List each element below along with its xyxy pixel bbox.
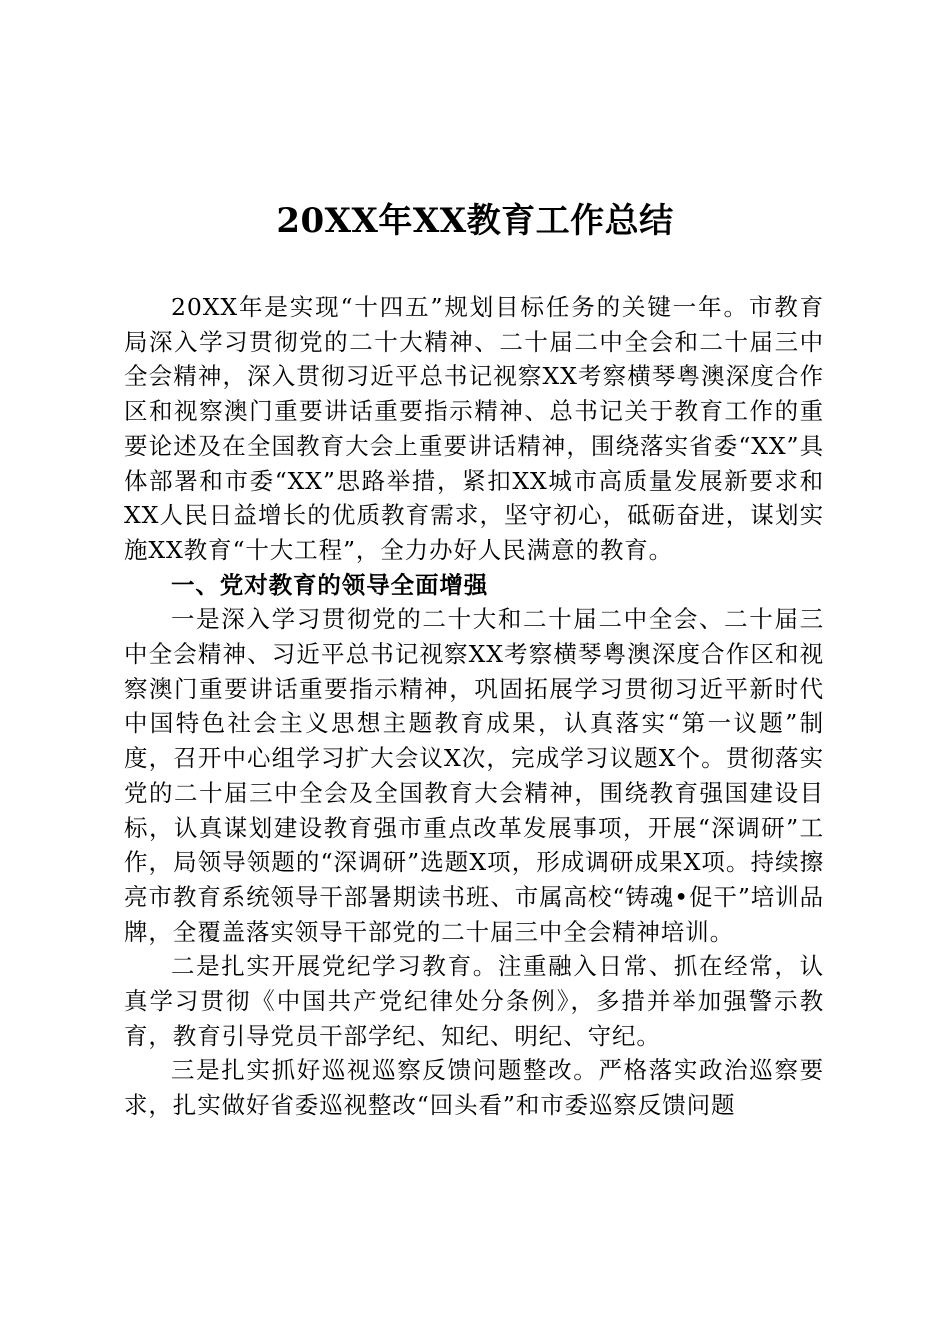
intro-paragraph: 20XX年是实现“十四五”规划目标任务的关键一年。市教育局深入学习贯彻党的二十大精神、二十届二中全会和二十届三中全会精神，深入贯彻习近平总书记视察XX考察横琴粤澳深度合作区和视察澳门重要讲话重要指示精神、总书记关于教育工作的重要论述及在全国教育大会上重要讲话精神，围绕落实省委“XX”具体部署和市委“XX”思路举措，紧扣XX城市高质量发展新要求和XX人民日益增长的优质教育需求，坚守初心，砥砺奋进，谋划实施XX教育“十大工程”，全力办好人民满意的教育。 <box>124 293 824 564</box>
document-title: 20XX年XX教育工作总结 <box>276 201 674 241</box>
paragraph-2: 二是扎实开展党纪学习教育。注重融入日常、抓在经常，认真学习贯彻《中国共产党纪律处分条例》，多措并举加强警示教育，教育引导党员干部学纪、知纪、明纪、守纪。 <box>124 952 824 1050</box>
paragraph-3: 三是扎实抓好巡视巡察反馈问题整改。严格落实政治巡察要求，扎实做好省委巡视整改“回头看”和市委巡察反馈问题 <box>124 1056 824 1120</box>
document-body <box>124 290 824 1123</box>
paragraph-1: 一是深入学习贯彻党的二十大和二十届二中全会、二十届三中全会精神、习近平总书记视察XX考察横琴粤澳深度合作区和视察澳门重要讲话重要指示精神，巩固拓展学习贯彻习近平新时代中国特色社会主义思想主题教育成果，认真落实“第一议题”制度，召开中心组学习扩大会议X次，完成学习议题X个。贯彻落实党的二十届三中全会及全国教育大会精神，围绕教育强国建设目标，认真谋划建设教育强市重点改革发展事项，开展“深调研”工作，局领导领题的“深调研”选题X项，形成调研成果X项。持续擦亮市教育系统领导干部暑期读书班、市属高校“铸魂•促干”培训品牌，全覆盖落实领导干部党的二十届三中全会精神培训。 <box>124 605 824 946</box>
section-heading: 一、党对教育的领导全面增强 <box>171 570 489 599</box>
